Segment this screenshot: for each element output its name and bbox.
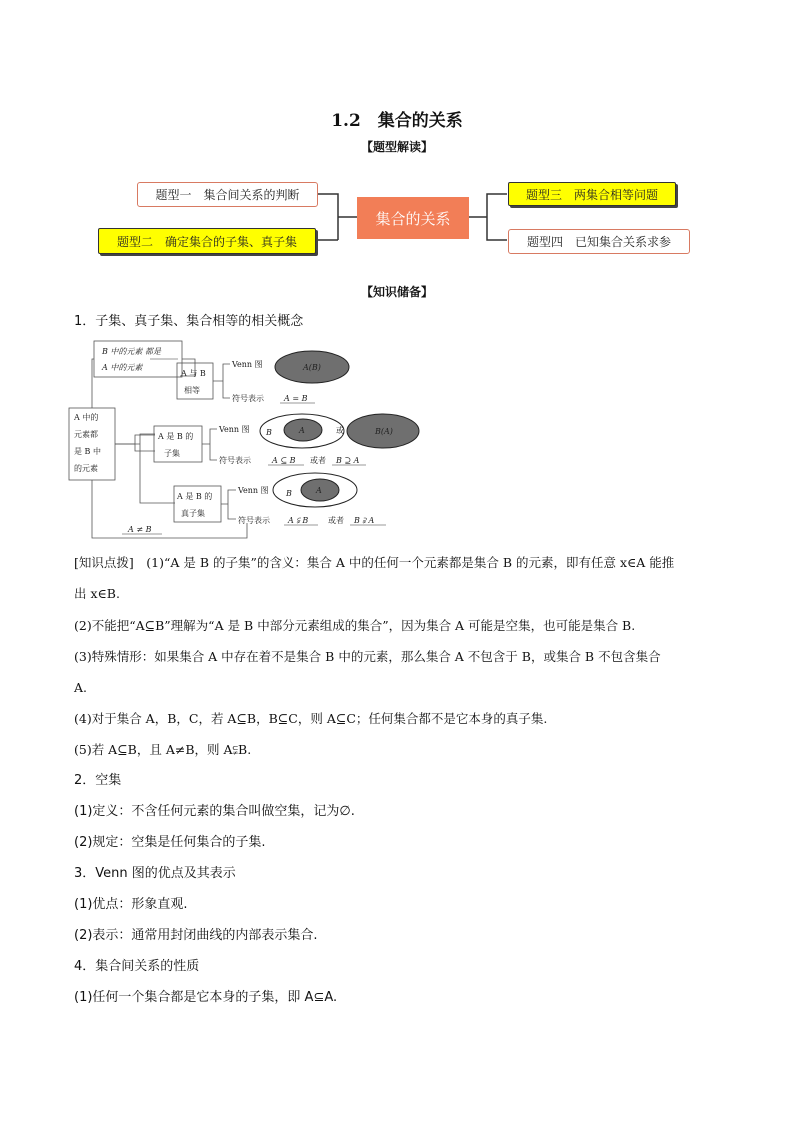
heading-1: 1．子集、真子集、集合相等的相关概念 bbox=[74, 314, 304, 329]
mindmap-type-1: 题型一 集合间关系的判断 bbox=[137, 182, 318, 207]
empty-set-definition: (1)定义：不含任何元素的集合叫做空集，记为∅. bbox=[74, 804, 355, 819]
diagram-eq-2: 相等 bbox=[184, 386, 200, 395]
concept-diagram bbox=[60, 338, 440, 540]
diagram-left-1: A 中的 bbox=[74, 413, 99, 422]
tip-2: (2)不能把“A⊆B”理解为“A 是 B 中部分元素组成的集合”，因为集合 A 可能是空集，也可能是集合 B. bbox=[74, 618, 636, 633]
diagram-psub-or: 或者 bbox=[328, 516, 344, 525]
mindmap-center: 集合的关系 bbox=[357, 197, 469, 239]
diagram-psub-symbol-1: A ⫋ B bbox=[288, 516, 309, 525]
heading-3: 3．Venn 图的优点及其表示 bbox=[74, 866, 236, 881]
venn-a-label-2: A bbox=[316, 486, 322, 495]
diagram-venn-label-3: Venn 图 bbox=[238, 486, 269, 495]
heading-2: 2．空集 bbox=[74, 773, 122, 788]
property-1: (1)任何一个集合都是它本身的子集，即 A⊆A. bbox=[74, 990, 338, 1005]
diagram-sym-label-3: 符号表示 bbox=[238, 516, 270, 525]
diagram-venn-label-1: Venn 图 bbox=[232, 360, 263, 369]
diagram-sub-1: A 是 B 的 bbox=[158, 432, 194, 441]
diagram-venn-label-2: Venn 图 bbox=[219, 425, 250, 434]
tip-4: (4)对于集合 A，B，C，若 A⊆B，B⊆C，则 A⊆C；任何集合都不是它本身的真子集. bbox=[74, 711, 548, 726]
diagram-sym-label-1: 符号表示 bbox=[232, 394, 264, 403]
tip-3: (3)特殊情形：如果集合 A 中存在着不是集合 B 中的元素，那么集合 A 不包含于 B，或集合 B 不包含集合 bbox=[74, 649, 661, 664]
tip-3b: A. bbox=[74, 680, 88, 695]
mindmap-type-2: 题型二 确定集合的子集、真子集 bbox=[98, 228, 316, 254]
diagram-psub-2: 真子集 bbox=[181, 509, 205, 518]
venn-b-label-1: B bbox=[266, 428, 272, 437]
section-heading-knowledge: 【知识储备】 bbox=[360, 285, 433, 299]
diagram-psub-symbol-2: B ⫌ A bbox=[354, 516, 375, 525]
page-title: 1.2 集合的关系 bbox=[331, 111, 463, 131]
venn-ba-label: B(A) bbox=[375, 427, 393, 436]
tip-1b: 出 x∈B. bbox=[74, 586, 120, 601]
diagram-eq-1: A 与 B bbox=[181, 369, 206, 378]
diagram-top-note-2: A 中的元素 bbox=[102, 363, 143, 372]
tip-5: (5)若 A⊆B，且 A≠B，则 A⫋B. bbox=[74, 742, 252, 757]
venn-ab-label: A(B) bbox=[303, 363, 321, 372]
diagram-left-3: 是 B 中 bbox=[74, 447, 101, 456]
venn-a-label-1: A bbox=[299, 426, 305, 435]
mindmap-type-3: 题型三 两集合相等问题 bbox=[508, 182, 676, 206]
diagram-psub-1: A 是 B 的 bbox=[177, 492, 213, 501]
section-heading-types: 【题型解读】 bbox=[360, 140, 433, 154]
diagram-sym-label-2: 符号表示 bbox=[219, 456, 251, 465]
diagram-neq: A ≠ B bbox=[128, 525, 152, 534]
heading-4: 4．集合间关系的性质 bbox=[74, 959, 200, 974]
diagram-sub-symbol-1: A ⊆ B bbox=[272, 456, 296, 465]
diagram-sub-or: 或者 bbox=[310, 456, 326, 465]
venn-or: 或 bbox=[336, 426, 344, 435]
empty-set-rule: (2)规定：空集是任何集合的子集. bbox=[74, 835, 266, 850]
diagram-sub-symbol-2: B ⊇ A bbox=[336, 456, 360, 465]
venn-b-label-2: B bbox=[286, 489, 292, 498]
diagram-left-2: 元素都 bbox=[74, 430, 98, 439]
venn-advantage: (1)优点：形象直观. bbox=[74, 897, 188, 912]
diagram-eq-symbol: A = B bbox=[284, 394, 308, 403]
venn-representation: (2)表示：通常用封闭曲线的内部表示集合. bbox=[74, 928, 318, 943]
mindmap-type-4: 题型四 已知集合关系求参 bbox=[508, 229, 690, 254]
tip-1: [知识点拨] (1)“A 是 B 的子集”的含义：集合 A 中的任何一个元素都是集合 B 的元素，即有任意 x∈A 能推 bbox=[74, 555, 675, 570]
diagram-sub-2: 子集 bbox=[164, 449, 180, 458]
diagram-top-note-1: B 中的元素 都是 bbox=[102, 347, 161, 356]
diagram-left-4: 的元素 bbox=[74, 464, 98, 473]
